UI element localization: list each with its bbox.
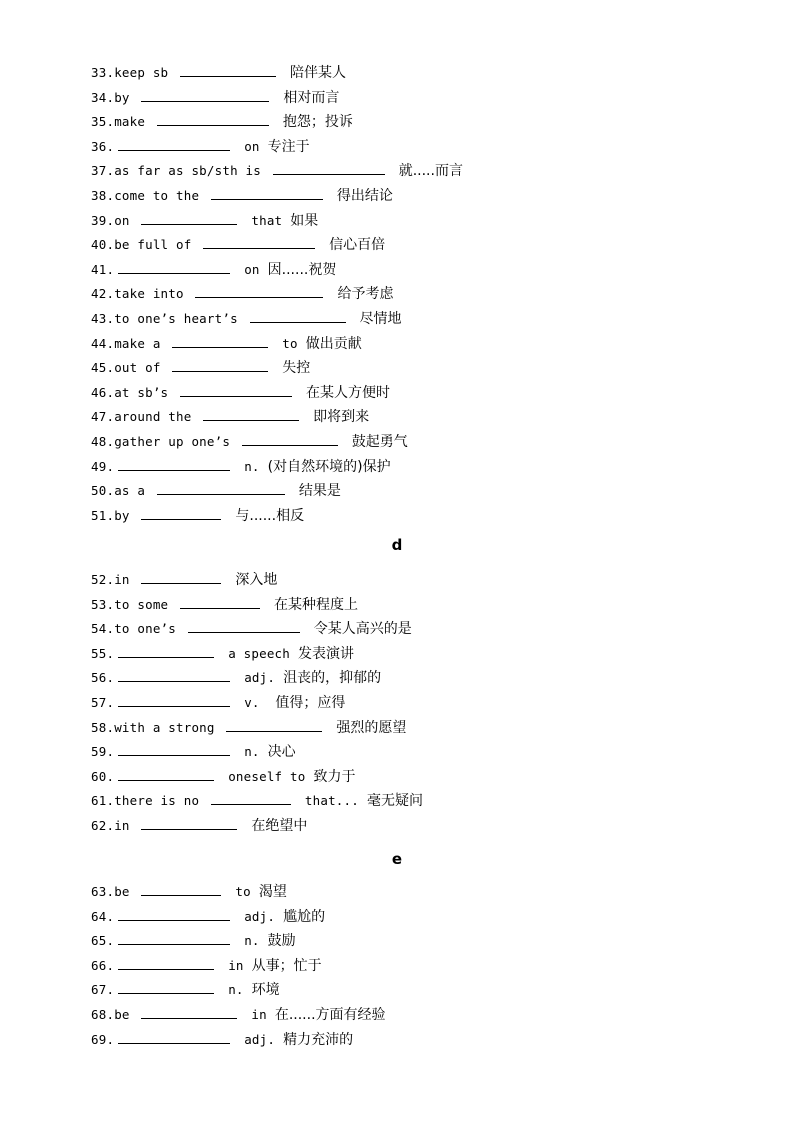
item-number: 40.: [91, 237, 115, 253]
chinese-meaning: 如果: [290, 212, 319, 229]
chinese-meaning: 专注于: [267, 138, 310, 155]
section-letter-d: d: [391, 536, 403, 554]
item-number: 59.: [91, 744, 115, 760]
phrase-prefix: as a: [114, 483, 153, 499]
answer-blank[interactable]: [273, 160, 385, 175]
item-number: 35.: [91, 114, 115, 130]
item-number: 43.: [91, 310, 115, 326]
vocab-item: [91, 209, 463, 234]
item-number: 36.: [91, 138, 115, 154]
chinese-meaning: 致力于: [313, 768, 356, 785]
chinese-meaning: 精力充沛的: [283, 1031, 354, 1048]
answer-blank[interactable]: [141, 505, 221, 520]
vocab-item: [91, 1028, 386, 1053]
chinese-meaning: 抱怨；投诉: [282, 114, 353, 131]
answer-blank[interactable]: [118, 136, 230, 151]
phrase-suffix: to: [282, 335, 298, 351]
chinese-meaning: 渴望: [258, 884, 287, 900]
phrase-suffix: adj.: [244, 908, 276, 924]
phrase-prefix: by: [114, 89, 138, 105]
chinese-meaning: 给予考虑: [337, 286, 394, 303]
item-number: 56.: [91, 670, 115, 686]
item-number: 49.: [91, 458, 115, 474]
chinese-meaning: 从事；忙于: [251, 957, 322, 974]
vocab-item: [91, 568, 423, 593]
answer-blank[interactable]: [180, 382, 292, 397]
chinese-meaning: 结果是: [298, 483, 341, 500]
answer-blank[interactable]: [180, 594, 260, 609]
answer-blank[interactable]: [118, 259, 230, 274]
chinese-meaning: 深入地: [235, 572, 278, 588]
answer-blank[interactable]: [203, 234, 315, 249]
item-number: 69.: [91, 1031, 115, 1047]
vocab-item: [91, 381, 463, 406]
answer-blank[interactable]: [250, 308, 346, 323]
phrase-suffix: n.: [244, 933, 260, 949]
chinese-meaning: 令某人高兴的是: [313, 621, 412, 638]
section-letter-e: e: [391, 850, 403, 868]
answer-blank[interactable]: [203, 406, 299, 421]
item-number: 44.: [91, 335, 115, 351]
phrase-prefix: as far as sb/sth is: [114, 163, 269, 179]
answer-blank[interactable]: [141, 815, 237, 830]
phrase-suffix: in: [251, 1006, 267, 1022]
answer-blank[interactable]: [211, 185, 323, 200]
chinese-meaning: 陪伴某人: [290, 65, 346, 81]
item-number: 62.: [91, 817, 115, 833]
answer-blank[interactable]: [188, 618, 300, 633]
item-number: 64.: [91, 908, 115, 924]
answer-blank[interactable]: [118, 643, 214, 658]
vocab-item: [91, 954, 386, 979]
chinese-meaning: 尽情地: [359, 310, 402, 327]
chinese-meaning: 在......方面有经验: [274, 1006, 386, 1023]
answer-blank[interactable]: [141, 569, 221, 584]
phrase-suffix: on: [244, 138, 260, 154]
vocab-item: [91, 642, 423, 667]
phrase-prefix: there is no: [114, 793, 207, 809]
item-number: 50.: [91, 483, 115, 499]
vocab-item: [91, 184, 463, 209]
phrase-suffix: in: [228, 957, 244, 973]
item-number: 45.: [91, 360, 115, 376]
chinese-meaning: 因......祝贺: [267, 261, 337, 278]
item-number: 48.: [91, 433, 115, 449]
phrase-prefix: at sb’s: [114, 384, 176, 400]
chinese-meaning: 就.....而言: [398, 163, 463, 180]
vocab-item: [91, 159, 463, 184]
vocab-item: [91, 978, 386, 1003]
phrase-suffix: n.: [244, 458, 260, 474]
item-number: 41.: [91, 261, 115, 277]
vocab-item: [91, 455, 463, 480]
item-number: 67.: [91, 982, 115, 998]
vocab-item: [91, 765, 423, 790]
item-number: 54.: [91, 621, 115, 637]
chinese-meaning: 环境: [251, 982, 280, 999]
item-number: 46.: [91, 384, 115, 400]
item-number: 65.: [91, 933, 115, 949]
vocab-item: [91, 430, 463, 455]
answer-blank[interactable]: [118, 1029, 230, 1044]
vocab-item: [91, 405, 463, 430]
phrase-suffix: to: [235, 884, 251, 899]
phrase-prefix: in: [114, 817, 138, 833]
answer-blank[interactable]: [118, 979, 214, 994]
chinese-meaning: 鼓励: [267, 933, 296, 950]
answer-blank[interactable]: [242, 431, 338, 446]
chinese-meaning: 失控: [282, 360, 311, 377]
item-number: 34.: [91, 89, 115, 105]
phrase-prefix: gather up one’s: [114, 433, 238, 449]
vocab-list-c: [91, 61, 463, 528]
answer-blank[interactable]: [157, 111, 269, 126]
vocab-list-e: [91, 880, 386, 1052]
chinese-meaning: 鼓起勇气: [351, 433, 408, 450]
vocab-item: [91, 504, 463, 529]
chinese-meaning: 尴尬的: [283, 908, 326, 925]
phrase-suffix: adj.: [244, 1031, 276, 1047]
vocab-item: [91, 905, 386, 930]
phrase-prefix: with a strong: [114, 719, 223, 735]
phrase-prefix: be: [114, 884, 138, 899]
chinese-meaning: 在某种程度上: [274, 596, 358, 613]
item-number: 52.: [91, 572, 115, 587]
item-number: 68.: [91, 1006, 115, 1022]
vocab-list-d: [91, 568, 423, 839]
vocab-item: [91, 814, 423, 839]
answer-blank[interactable]: [118, 955, 214, 970]
phrase-suffix: on: [244, 261, 260, 277]
answer-blank[interactable]: [157, 480, 285, 495]
item-number: 57.: [91, 694, 115, 710]
phrase-prefix: make a: [114, 335, 169, 351]
answer-blank[interactable]: [211, 790, 291, 805]
chinese-meaning: 即将到来: [313, 409, 370, 426]
answer-blank[interactable]: [118, 456, 230, 471]
chinese-meaning: 毫无疑问: [367, 793, 423, 810]
phrase-prefix: around the: [114, 409, 200, 425]
item-number: 66.: [91, 957, 115, 973]
answer-blank[interactable]: [172, 333, 268, 348]
phrase-prefix: be: [114, 1006, 138, 1022]
phrase-suffix: oneself to: [228, 768, 306, 784]
item-number: 53.: [91, 596, 115, 612]
item-number: 58.: [91, 719, 115, 735]
vocab-item: [91, 233, 463, 258]
vocab-item: [91, 593, 423, 618]
phrase-prefix: to one’s: [114, 621, 184, 637]
answer-blank[interactable]: [118, 741, 230, 756]
vocab-item: [91, 740, 423, 765]
vocab-item: [91, 617, 423, 642]
phrase-prefix: make: [114, 114, 153, 130]
answer-blank[interactable]: [172, 357, 268, 372]
vocab-item: [91, 307, 463, 332]
chinese-meaning: 发表演讲: [298, 645, 354, 662]
item-number: 61.: [91, 793, 115, 809]
phrase-suffix: v.: [244, 694, 268, 710]
chinese-meaning: 得出结论: [336, 187, 393, 204]
answer-blank[interactable]: [226, 717, 322, 732]
vocab-item: [91, 135, 463, 160]
vocab-item: [91, 86, 463, 111]
chinese-meaning: 在绝望中: [251, 817, 308, 834]
item-number: 55.: [91, 645, 115, 661]
phrase-suffix: n.: [244, 744, 260, 760]
phrase-suffix: that: [251, 212, 283, 228]
phrase-prefix: in: [114, 572, 138, 587]
chinese-meaning: 值得；应得: [275, 694, 346, 711]
vocab-item: [91, 789, 423, 814]
chinese-meaning: 做出贡献: [305, 335, 362, 352]
chinese-meaning: 沮丧的，抑郁的: [283, 670, 382, 687]
item-number: 42.: [91, 286, 115, 302]
answer-blank[interactable]: [118, 692, 230, 707]
phrase-prefix: take into: [114, 286, 192, 302]
item-number: 38.: [91, 187, 115, 203]
item-number: 51.: [91, 507, 115, 523]
chinese-meaning: 在某人方便时: [306, 384, 390, 401]
vocab-item: [91, 258, 463, 283]
vocab-item: [91, 716, 423, 741]
vocab-item: [91, 479, 463, 504]
answer-blank[interactable]: [118, 766, 214, 781]
answer-blank[interactable]: [118, 667, 230, 682]
phrase-prefix: on: [114, 212, 138, 228]
vocab-item: [91, 691, 423, 716]
item-number: 39.: [91, 212, 115, 228]
answer-blank[interactable]: [141, 87, 269, 102]
answer-blank[interactable]: [118, 906, 230, 921]
answer-blank[interactable]: [141, 1004, 237, 1019]
chinese-meaning: 与......相反: [235, 507, 305, 524]
vocab-item: [91, 332, 463, 357]
phrase-prefix: out of: [114, 360, 169, 376]
answer-blank[interactable]: [141, 881, 221, 896]
vocab-item: [91, 110, 463, 135]
item-number: 37.: [91, 163, 115, 179]
answer-blank[interactable]: [195, 283, 323, 298]
answer-blank[interactable]: [180, 62, 276, 77]
phrase-suffix: adj.: [244, 670, 276, 686]
vocab-item: [91, 929, 386, 954]
phrase-prefix: to one’s heart’s: [114, 310, 246, 326]
answer-blank[interactable]: [118, 930, 230, 945]
item-number: 63.: [91, 884, 115, 899]
phrase-prefix: by: [114, 507, 138, 523]
item-number: 33.: [91, 65, 115, 80]
chinese-meaning: 决心: [267, 744, 296, 761]
vocab-item: [91, 356, 463, 381]
chinese-meaning: 强烈的愿望: [336, 719, 407, 736]
vocab-item: [91, 880, 386, 905]
phrase-prefix: to some: [114, 596, 176, 612]
chinese-meaning: (对自然环境的)保护: [267, 458, 391, 475]
phrase-suffix: a speech: [228, 645, 290, 661]
vocab-item: [91, 282, 463, 307]
chinese-meaning: 相对而言: [283, 89, 340, 106]
phrase-prefix: be full of: [114, 237, 200, 253]
phrase-prefix: keep sb: [114, 65, 176, 80]
vocab-item: [91, 1003, 386, 1028]
chinese-meaning: 信心百倍: [329, 237, 386, 254]
phrase-suffix: n.: [228, 982, 244, 998]
phrase-suffix: that...: [304, 793, 359, 809]
vocab-item: [91, 666, 423, 691]
vocab-item: [91, 61, 463, 86]
phrase-prefix: come to the: [114, 187, 207, 203]
answer-blank[interactable]: [141, 210, 237, 225]
item-number: 60.: [91, 768, 115, 784]
item-number: 47.: [91, 409, 115, 425]
